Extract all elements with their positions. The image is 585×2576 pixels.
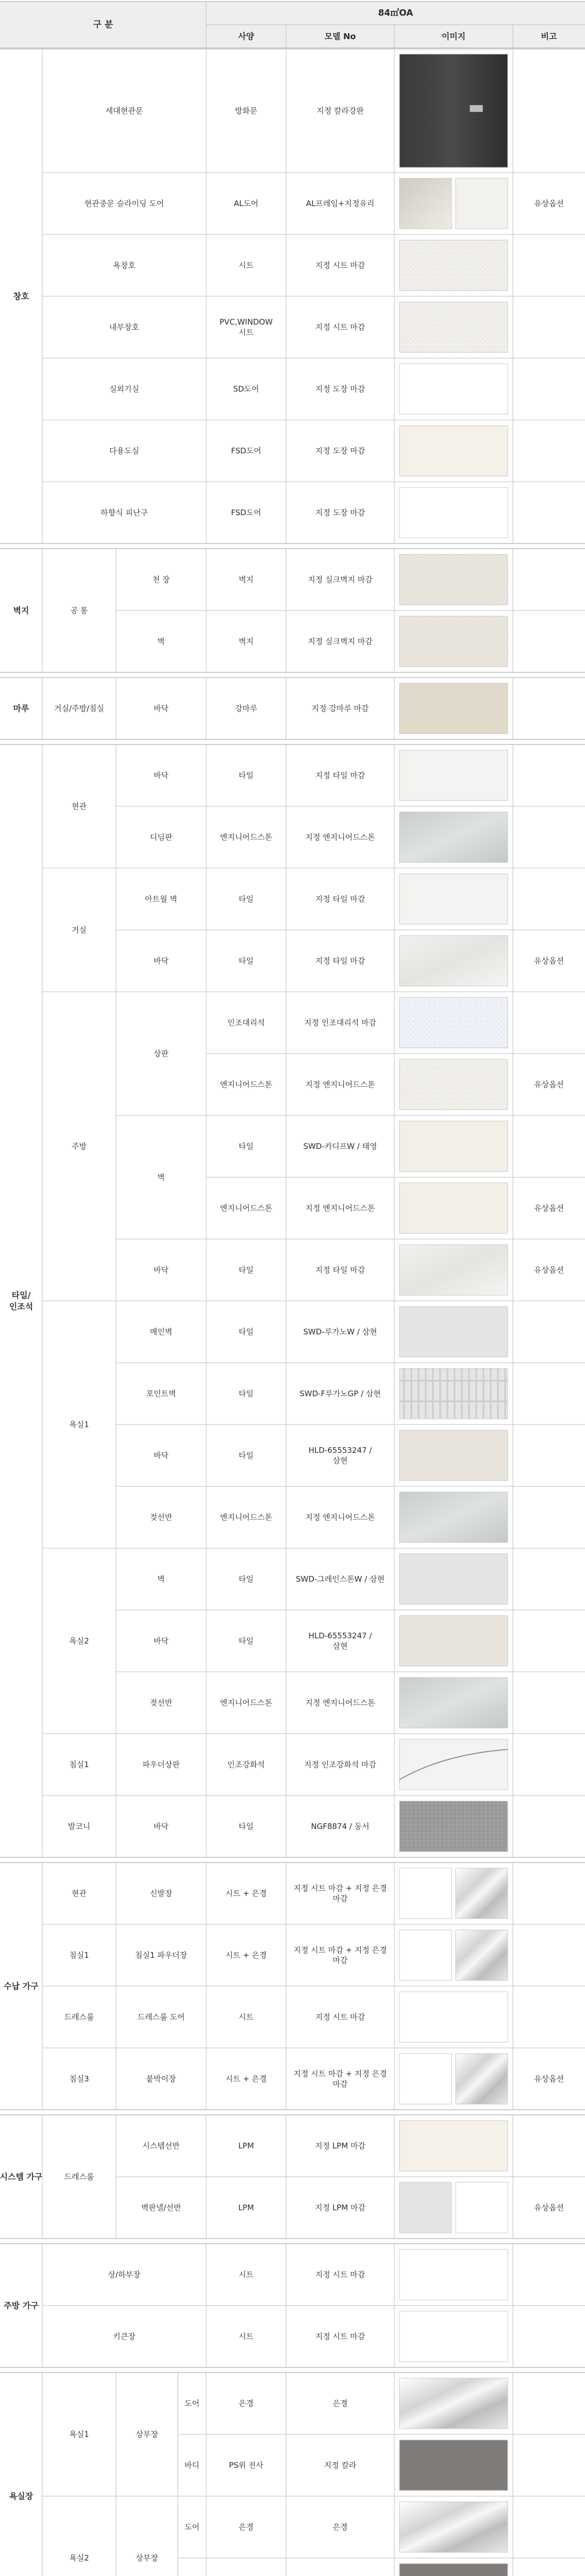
white-swatch-image: [399, 2054, 452, 2104]
spec-value: 강마루: [235, 704, 258, 713]
category-label: 바닥: [154, 704, 169, 713]
model-number: 지정 시트 마감: [315, 323, 365, 332]
section-title: 시스템 가구: [0, 2172, 43, 2182]
section-title-line: 타일/: [11, 1290, 31, 1300]
spec-value: [220, 317, 273, 337]
spec-value: 시트: [239, 2332, 254, 2341]
speckle-swatch-image: [399, 1059, 508, 1110]
model-number: 지정 도장 마감: [315, 508, 365, 517]
gray-dark-swatch-image: [399, 2564, 508, 2576]
remark-value: 유상옵션: [534, 2074, 564, 2083]
spec-value: 타일: [239, 1389, 254, 1398]
category-label: 키큰장: [113, 2332, 136, 2341]
category-label: 발코니: [68, 1822, 91, 1831]
header-unit-type: 84㎡OA: [378, 8, 413, 19]
model-number: 지정 타일 마감: [315, 894, 365, 904]
spec-value: 타일: [239, 1142, 254, 1151]
model-number-line: 지정 시트 마감 + 지정 은경: [293, 2069, 387, 2078]
spec-value: FSD도어: [231, 508, 261, 517]
category-label: 벽: [157, 1173, 165, 1182]
remark-value: 유상옵션: [534, 1265, 564, 1275]
section-title-line: 인조석: [9, 1301, 34, 1312]
texture-swatch-image: [399, 616, 508, 667]
model-number: 지정 LPM 마감: [315, 2141, 365, 2150]
ivory-swatch-image: [399, 426, 508, 476]
category-label: 욕실1: [69, 2430, 89, 2439]
speckle-swatch-image: [399, 240, 508, 291]
remark-value: 유상옵션: [534, 956, 564, 965]
model-number: SWD-루가노W / 삼현: [303, 1327, 377, 1336]
model-number: [309, 1631, 373, 1651]
model-number: NGF8874 / 동서: [311, 1822, 370, 1831]
category-label: 침실1: [69, 1951, 89, 1960]
model-number-line: 삼현: [332, 1641, 348, 1651]
spec-value: 은경: [239, 2399, 254, 2408]
model-number-line: 마감: [332, 2079, 348, 2089]
category-label: 상판: [154, 1049, 169, 1058]
glass-swatch-image: [399, 178, 452, 229]
spec-value: 인조강화석: [227, 1760, 265, 1769]
category-label: 욕실2: [69, 1636, 89, 1646]
category-label: 거실: [72, 925, 87, 935]
header-column-1: 모델 No: [324, 31, 356, 41]
white-swatch-image: [399, 2249, 508, 2300]
category-label: 실외기실: [109, 384, 139, 394]
white-swatch-image: [456, 2182, 508, 2233]
beige-swatch-image: [399, 1616, 508, 1666]
model-number: 지정 칼라강판: [316, 106, 364, 115]
model-number: [293, 1945, 387, 1965]
model-number: 지정 엔지니어드스톤: [305, 1513, 375, 1522]
spec-value: 타일: [239, 1636, 254, 1646]
category-label: 벽판넬/선반: [141, 2203, 181, 2212]
category-label: 드레스룸 도어: [137, 2012, 185, 2022]
marble-swatch-image: [399, 1245, 508, 1295]
model-number: 지정 시트 마감: [315, 2270, 365, 2279]
tile-white-swatch-image: [399, 874, 508, 924]
glass-light-swatch-image: [456, 178, 508, 229]
category-label: 욕창호: [113, 261, 136, 270]
header-column-0: 사양: [238, 31, 254, 41]
spec-value: 인조대리석: [227, 1018, 265, 1027]
marble-swatch-image: [399, 936, 508, 986]
marble-vein-swatch-image: [399, 1739, 508, 1790]
section-title: 수납 가구: [4, 1981, 39, 1991]
spec-value: 시트: [239, 2270, 254, 2279]
category-label: 젖선반: [149, 1513, 173, 1522]
wood-swatch-image: [399, 683, 508, 734]
category-label: 욕실2: [69, 2553, 89, 2563]
model-number-line: HLD-65553247 /: [308, 1631, 372, 1640]
spec-value: 타일: [239, 956, 254, 965]
category-label: 내부창호: [109, 323, 139, 332]
model-number: 지정 시트 마감: [315, 261, 365, 270]
category-label: 세대현관문: [105, 106, 143, 115]
white-swatch-image: [399, 364, 508, 414]
category-label: 바닥: [154, 1265, 169, 1275]
category-label: 현관: [72, 802, 87, 811]
category-label: 공 통: [70, 606, 88, 615]
category-label: 주방: [72, 1142, 87, 1151]
model-number-line: 마감: [332, 1956, 348, 1965]
model-number: SWD-F루가노GP / 삼현: [299, 1389, 381, 1398]
model-number: 지정 인조대리석 마감: [304, 1018, 376, 1027]
beige-swatch-image: [399, 1430, 508, 1481]
cream-swatch-image: [399, 1121, 508, 1172]
category-label: 도어: [185, 2522, 199, 2532]
model-number-line: 지정 시트 마감 + 지정 은경: [293, 1883, 387, 1893]
model-number: AL프레임+지정유리: [306, 199, 375, 208]
category-label: 신발장: [149, 1889, 173, 1898]
category-label: 상부장: [136, 2430, 158, 2439]
stone-light-swatch-image: [399, 1554, 508, 1604]
stone-light-swatch-image: [399, 1307, 508, 1357]
header-column-3: 비고: [541, 31, 557, 41]
model-number: SWD-카디프W / 태영: [303, 1142, 377, 1151]
category-label: 바닥: [154, 1636, 169, 1646]
category-label: 침실1 파우더장: [135, 1951, 188, 1960]
stone-gray-swatch-image: [399, 1492, 508, 1543]
model-number: 은경: [332, 2399, 348, 2408]
model-number: 지정 강마루 마감: [311, 704, 369, 713]
spec-value: 타일: [239, 1265, 254, 1275]
mirror-swatch-image: [399, 2502, 508, 2552]
model-number: 지정 시트 마감: [315, 2012, 365, 2022]
spec-value: LPM: [238, 2141, 254, 2150]
category-label: 아트월 벽: [145, 894, 177, 904]
spec-value: SD도어: [233, 384, 259, 394]
spec-value: 엔지니어드스톤: [220, 1204, 273, 1213]
category-label: 파우더상판: [142, 1760, 180, 1769]
remark-value: 유상옵션: [534, 2203, 564, 2212]
spec-value: 엔지니어드스톤: [220, 833, 273, 842]
category-label: 포인트벽: [146, 1389, 176, 1398]
white-swatch-image: [399, 1868, 452, 1919]
model-number: 지정 엔지니어드스톤: [305, 1080, 375, 1089]
section-title: 창호: [13, 291, 29, 301]
spec-value: FSD도어: [231, 446, 261, 455]
model-number: 지정 타일 마감: [315, 1265, 365, 1275]
model-number: 지정 칼라: [324, 2461, 357, 2470]
category-label: 메인벽: [149, 1327, 173, 1336]
model-number: 지정 엔지니어드스톤: [305, 1204, 375, 1213]
model-number: 지정 도장 마감: [315, 384, 365, 394]
category-label: 붙박이장: [146, 2074, 176, 2083]
model-number: 지정 도장 마감: [315, 446, 365, 455]
model-number-line: 지정 시트 마감 + 지정 은경: [293, 1945, 387, 1955]
spec-value: PS위 전사: [229, 2461, 263, 2470]
category-label: 거실/주방/침실: [54, 704, 105, 713]
section-title: 주방 가구: [4, 2300, 39, 2311]
category-label: 시스템선반: [142, 2141, 180, 2150]
category-label: 천 장: [152, 575, 170, 584]
spec-value: 타일: [239, 771, 254, 780]
cream-swatch-image: [399, 1183, 508, 1233]
spec-value: 은경: [239, 2522, 254, 2532]
spec-value: 방화문: [235, 106, 258, 115]
category-label: 바닥: [154, 771, 169, 780]
spec-value: 엔지니어드스톤: [220, 1698, 273, 1707]
category-label: 상/하부장: [108, 2270, 141, 2279]
section-title: [9, 1291, 33, 1312]
model-number: [293, 1884, 387, 1903]
model-number: [309, 1446, 373, 1465]
mirror-swatch-image: [456, 1868, 508, 1919]
door-handle-icon: [470, 105, 483, 112]
mosaic-swatch-image: [399, 1368, 508, 1419]
spec-value: 엔지니어드스톤: [220, 1513, 273, 1522]
remark-value: 유상옵션: [534, 199, 564, 208]
spec-value-line: PVC,WINDOW: [219, 317, 273, 327]
category-label: 침실1: [69, 1760, 89, 1769]
model-number: 지정 타일 마감: [315, 956, 365, 965]
category-label: 욕실1: [69, 1420, 89, 1429]
category-label: 드레스룸: [64, 2172, 94, 2181]
category-label: 디딤판: [149, 833, 173, 842]
model-number: 지정 인조강화석 마감: [304, 1760, 376, 1769]
white-swatch-image: [399, 1930, 452, 1980]
category-label: 바닥: [154, 956, 169, 965]
model-number: SWD-그레인스톤W / 삼현: [295, 1574, 385, 1584]
stone-gray-swatch-image: [399, 1677, 508, 1728]
mirror-swatch-image: [456, 2054, 508, 2104]
white-swatch-image: [399, 487, 508, 538]
model-number: 지정 엔지니어드스톤: [305, 1698, 375, 1707]
model-number: 지정 타일 마감: [315, 771, 365, 780]
door-swatch-image: [399, 54, 508, 167]
mirror-swatch-image: [456, 1930, 508, 1980]
spec-value: AL도어: [233, 199, 259, 208]
model-number: 지정 실크벽지 마감: [308, 637, 373, 646]
category-label: 벽: [157, 637, 165, 646]
spec-value: 타일: [239, 1451, 254, 1460]
section-title: 벽지: [13, 605, 29, 616]
remark-value: 유상옵션: [534, 1204, 564, 1213]
category-label: 바닥: [154, 1822, 169, 1831]
category-label: 상부장: [136, 2553, 158, 2563]
spec-value: 타일: [239, 894, 254, 904]
category-label: 현관: [72, 1889, 87, 1898]
spec-value-line: 시트: [239, 328, 254, 337]
speckle-swatch-image: [399, 302, 508, 352]
model-number: 지정 엔지니어드스톤: [305, 833, 375, 842]
model-number: 은경: [332, 2522, 348, 2532]
spec-value: 시트 + 은경: [225, 1889, 267, 1898]
model-number-line: 삼현: [332, 1456, 348, 1466]
texture-swatch-image: [399, 554, 508, 605]
model-number: 지정 실크벽지 마감: [308, 575, 373, 584]
header-group-label: 구 분: [93, 20, 113, 30]
model-number-line: HLD-65553247 /: [308, 1445, 372, 1455]
spec-value: 시트 + 은경: [225, 2074, 267, 2083]
ivory-swatch-image: [399, 2121, 508, 2171]
category-label: 바닥: [154, 1451, 169, 1460]
stone-gray-swatch-image: [399, 812, 508, 862]
category-label: 현관중문 슬라이딩 도어: [84, 199, 164, 208]
spec-value: LPM: [238, 2203, 254, 2212]
category-label: 바디: [185, 2461, 199, 2470]
model-number-line: 마감: [332, 1894, 348, 1904]
spec-value: 타일: [239, 1327, 254, 1336]
header-column-2: 이미지: [441, 31, 466, 41]
model-number: 지정 시트 마감: [315, 2332, 365, 2341]
white-swatch-image: [399, 1992, 508, 2042]
white-swatch-image: [399, 2311, 508, 2362]
category-label: 도어: [185, 2399, 199, 2408]
category-label: 다용도실: [109, 446, 139, 455]
stone-light-swatch-image: [399, 2182, 452, 2233]
blue-speckle-swatch-image: [399, 997, 508, 1048]
spec-value: 타일: [239, 1574, 254, 1584]
model-number: 지정 LPM 마감: [315, 2203, 365, 2212]
spec-value: 타일: [239, 1822, 254, 1831]
spec-value: 엔지니어드스톤: [220, 1080, 273, 1089]
spec-value: 벽지: [239, 637, 254, 646]
section-title: 마루: [13, 703, 29, 714]
mirror-swatch-image: [399, 2378, 508, 2429]
category-label: 벽: [157, 1574, 165, 1584]
spec-value: 시트 + 은경: [225, 1951, 267, 1960]
category-label: 하향식 피난구: [101, 508, 148, 517]
section-title: 욕실장: [9, 2491, 34, 2501]
category-label: 드레스룸: [64, 2012, 94, 2022]
category-label: 침실3: [69, 2074, 89, 2083]
model-number: [293, 2069, 387, 2089]
category-label: 젖선반: [149, 1698, 173, 1707]
granite-swatch-image: [399, 1801, 508, 1852]
gray-dark-swatch-image: [399, 2440, 508, 2490]
tile-white-swatch-image: [399, 750, 508, 801]
remark-value: 유상옵션: [534, 1080, 564, 1089]
spec-value: 시트: [239, 261, 254, 270]
spec-value: 벽지: [239, 575, 254, 584]
spec-value: 시트: [239, 2012, 254, 2022]
